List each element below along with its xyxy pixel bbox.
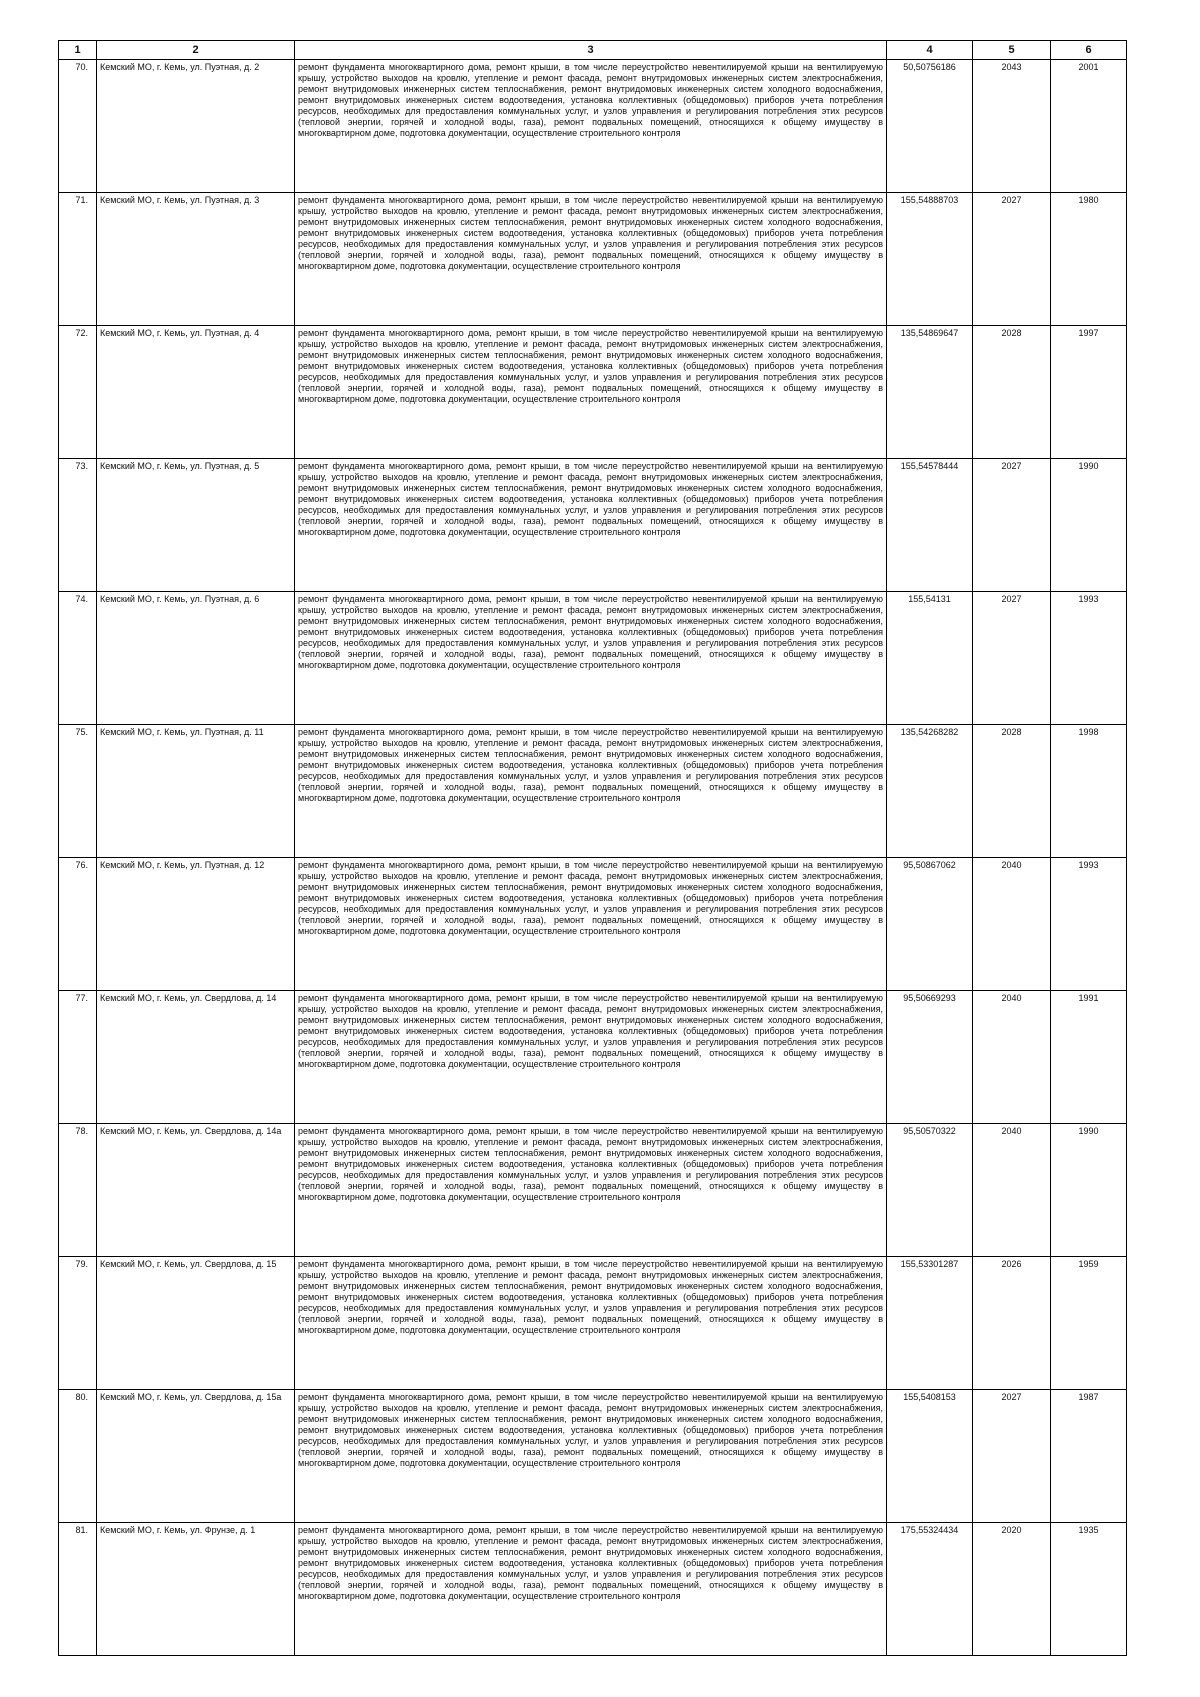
planned-year-cell: 2028 bbox=[973, 326, 1051, 459]
row-number: 72. bbox=[59, 326, 97, 459]
planned-year-cell: 2028 bbox=[973, 725, 1051, 858]
planned-year-cell: 2026 bbox=[973, 1257, 1051, 1390]
row-number: 81. bbox=[59, 1523, 97, 1656]
column-header-1: 1 bbox=[59, 41, 97, 60]
build-year-cell: 1991 bbox=[1051, 991, 1127, 1124]
row-number: 79. bbox=[59, 1257, 97, 1390]
address-cell: Кемский МО, г. Кемь, ул. Пуэтная, д. 6 bbox=[97, 592, 295, 725]
build-year-cell: 1998 bbox=[1051, 725, 1127, 858]
planned-year-cell: 2040 bbox=[973, 991, 1051, 1124]
row-number: 71. bbox=[59, 193, 97, 326]
row-number: 76. bbox=[59, 858, 97, 991]
planned-year-cell: 2020 bbox=[973, 1523, 1051, 1656]
build-year-cell: 1997 bbox=[1051, 326, 1127, 459]
row-number: 70. bbox=[59, 60, 97, 193]
cost-cell: 155,54131 bbox=[887, 592, 973, 725]
address-cell: Кемский МО, г. Кемь, ул. Свердлова, д. 14 bbox=[97, 991, 295, 1124]
row-number: 73. bbox=[59, 459, 97, 592]
capital-repair-table bbox=[58, 40, 1127, 1656]
works-cell: ремонт фундамента многоквартирного дома, ремонт крыши, в том числе переустройство невентилируемой крыши на вентилируемую крышу, устройство выходов на кровлю, утепление и ремонт фасада, ремонт внутридомовых инженерных систем электроснабжения, ремонт внутридомовых инженерных систем теплоснабжения, ремонт внутридомовых инженерных систем холодного водоснабжения, ремонт внутридомовых инженерных систем водоотведения, установка коллективных (общедомовых) приборов учета потребления ресурсов, необходимых для предоставления коммунальных услуг, и узлов управления и регулирования потребления этих ресурсов (тепловой энергии, горячей и холодной воды, газа), ремонт подвальных помещений, относящихся к общему имуществу в многоквартирном доме, подготовка документации, осуществление строительного контроля bbox=[295, 193, 887, 326]
address-cell: Кемский МО, г. Кемь, ул. Свердлова, д. 14а bbox=[97, 1124, 295, 1257]
cost-cell: 95,50867062 bbox=[887, 858, 973, 991]
column-header-6: 6 bbox=[1051, 41, 1127, 60]
address-cell: Кемский МО, г. Кемь, ул. Пуэтная, д. 2 bbox=[97, 60, 295, 193]
table-row bbox=[59, 60, 1127, 193]
planned-year-cell: 2027 bbox=[973, 193, 1051, 326]
table-row bbox=[59, 1124, 1127, 1257]
works-cell: ремонт фундамента многоквартирного дома, ремонт крыши, в том числе переустройство невентилируемой крыши на вентилируемую крышу, устройство выходов на кровлю, утепление и ремонт фасада, ремонт внутридомовых инженерных систем электроснабжения, ремонт внутридомовых инженерных систем теплоснабжения, ремонт внутридомовых инженерных систем холодного водоснабжения, ремонт внутридомовых инженерных систем водоотведения, установка коллективных (общедомовых) приборов учета потребления ресурсов, необходимых для предоставления коммунальных услуг, и узлов управления и регулирования потребления этих ресурсов (тепловой энергии, горячей и холодной воды, газа), ремонт подвальных помещений, относящихся к общему имуществу в многоквартирном доме, подготовка документации, осуществление строительного контроля bbox=[295, 725, 887, 858]
works-cell: ремонт фундамента многоквартирного дома, ремонт крыши, в том числе переустройство невентилируемой крыши на вентилируемую крышу, устройство выходов на кровлю, утепление и ремонт фасада, ремонт внутридомовых инженерных систем электроснабжения, ремонт внутридомовых инженерных систем теплоснабжения, ремонт внутридомовых инженерных систем холодного водоснабжения, ремонт внутридомовых инженерных систем водоотведения, установка коллективных (общедомовых) приборов учета потребления ресурсов, необходимых для предоставления коммунальных услуг, и узлов управления и регулирования потребления этих ресурсов (тепловой энергии, горячей и холодной воды, газа), ремонт подвальных помещений, относящихся к общему имуществу в многоквартирном доме, подготовка документации, осуществление строительного контроля bbox=[295, 326, 887, 459]
address-cell: Кемский МО, г. Кемь, ул. Фрунзе, д. 1 bbox=[97, 1523, 295, 1656]
row-number: 77. bbox=[59, 991, 97, 1124]
works-cell: ремонт фундамента многоквартирного дома, ремонт крыши, в том числе переустройство невентилируемой крыши на вентилируемую крышу, устройство выходов на кровлю, утепление и ремонт фасада, ремонт внутридомовых инженерных систем электроснабжения, ремонт внутридомовых инженерных систем теплоснабжения, ремонт внутридомовых инженерных систем холодного водоснабжения, ремонт внутридомовых инженерных систем водоотведения, установка коллективных (общедомовых) приборов учета потребления ресурсов, необходимых для предоставления коммунальных услуг, и узлов управления и регулирования потребления этих ресурсов (тепловой энергии, горячей и холодной воды, газа), ремонт подвальных помещений, относящихся к общему имуществу в многоквартирном доме, подготовка документации, осуществление строительного контроля bbox=[295, 1257, 887, 1390]
column-header-3: 3 bbox=[295, 41, 887, 60]
row-number: 74. bbox=[59, 592, 97, 725]
works-cell: ремонт фундамента многоквартирного дома, ремонт крыши, в том числе переустройство невентилируемой крыши на вентилируемую крышу, устройство выходов на кровлю, утепление и ремонт фасада, ремонт внутридомовых инженерных систем электроснабжения, ремонт внутридомовых инженерных систем теплоснабжения, ремонт внутридомовых инженерных систем холодного водоснабжения, ремонт внутридомовых инженерных систем водоотведения, установка коллективных (общедомовых) приборов учета потребления ресурсов, необходимых для предоставления коммунальных услуг, и узлов управления и регулирования потребления этих ресурсов (тепловой энергии, горячей и холодной воды, газа), ремонт подвальных помещений, относящихся к общему имуществу в многоквартирном доме, подготовка документации, осуществление строительного контроля bbox=[295, 459, 887, 592]
cost-cell: 135,54268282 bbox=[887, 725, 973, 858]
build-year-cell: 1935 bbox=[1051, 1523, 1127, 1656]
row-number: 80. bbox=[59, 1390, 97, 1523]
cost-cell: 50,50756186 bbox=[887, 60, 973, 193]
build-year-cell: 1980 bbox=[1051, 193, 1127, 326]
cost-cell: 155,53301287 bbox=[887, 1257, 973, 1390]
address-cell: Кемский МО, г. Кемь, ул. Пуэтная, д. 5 bbox=[97, 459, 295, 592]
table-row bbox=[59, 725, 1127, 858]
build-year-cell: 1987 bbox=[1051, 1390, 1127, 1523]
works-cell: ремонт фундамента многоквартирного дома, ремонт крыши, в том числе переустройство невентилируемой крыши на вентилируемую крышу, устройство выходов на кровлю, утепление и ремонт фасада, ремонт внутридомовых инженерных систем электроснабжения, ремонт внутридомовых инженерных систем теплоснабжения, ремонт внутридомовых инженерных систем холодного водоснабжения, ремонт внутридомовых инженерных систем водоотведения, установка коллективных (общедомовых) приборов учета потребления ресурсов, необходимых для предоставления коммунальных услуг, и узлов управления и регулирования потребления этих ресурсов (тепловой энергии, горячей и холодной воды, газа), ремонт подвальных помещений, относящихся к общему имуществу в многоквартирном доме, подготовка документации, осуществление строительного контроля bbox=[295, 1124, 887, 1257]
works-cell: ремонт фундамента многоквартирного дома, ремонт крыши, в том числе переустройство невентилируемой крыши на вентилируемую крышу, устройство выходов на кровлю, утепление и ремонт фасада, ремонт внутридомовых инженерных систем электроснабжения, ремонт внутридомовых инженерных систем теплоснабжения, ремонт внутридомовых инженерных систем холодного водоснабжения, ремонт внутридомовых инженерных систем водоотведения, установка коллективных (общедомовых) приборов учета потребления ресурсов, необходимых для предоставления коммунальных услуг, и узлов управления и регулирования потребления этих ресурсов (тепловой энергии, горячей и холодной воды, газа), ремонт подвальных помещений, относящихся к общему имуществу в многоквартирном доме, подготовка документации, осуществление строительного контроля bbox=[295, 1390, 887, 1523]
planned-year-cell: 2040 bbox=[973, 858, 1051, 991]
works-cell: ремонт фундамента многоквартирного дома, ремонт крыши, в том числе переустройство невентилируемой крыши на вентилируемую крышу, устройство выходов на кровлю, утепление и ремонт фасада, ремонт внутридомовых инженерных систем электроснабжения, ремонт внутридомовых инженерных систем теплоснабжения, ремонт внутридомовых инженерных систем холодного водоснабжения, ремонт внутридомовых инженерных систем водоотведения, установка коллективных (общедомовых) приборов учета потребления ресурсов, необходимых для предоставления коммунальных услуг, и узлов управления и регулирования потребления этих ресурсов (тепловой энергии, горячей и холодной воды, газа), ремонт подвальных помещений, относящихся к общему имуществу в многоквартирном доме, подготовка документации, осуществление строительного контроля bbox=[295, 858, 887, 991]
column-header-5: 5 bbox=[973, 41, 1051, 60]
table-row bbox=[59, 1390, 1127, 1523]
header-row bbox=[59, 41, 1127, 60]
cost-cell: 95,50570322 bbox=[887, 1124, 973, 1257]
table-row bbox=[59, 991, 1127, 1124]
cost-cell: 155,5408153 bbox=[887, 1390, 973, 1523]
address-cell: Кемский МО, г. Кемь, ул. Свердлова, д. 15 bbox=[97, 1257, 295, 1390]
planned-year-cell: 2027 bbox=[973, 459, 1051, 592]
works-cell: ремонт фундамента многоквартирного дома, ремонт крыши, в том числе переустройство невентилируемой крыши на вентилируемую крышу, устройство выходов на кровлю, утепление и ремонт фасада, ремонт внутридомовых инженерных систем электроснабжения, ремонт внутридомовых инженерных систем теплоснабжения, ремонт внутридомовых инженерных систем холодного водоснабжения, ремонт внутридомовых инженерных систем водоотведения, установка коллективных (общедомовых) приборов учета потребления ресурсов, необходимых для предоставления коммунальных услуг, и узлов управления и регулирования потребления этих ресурсов (тепловой энергии, горячей и холодной воды, газа), ремонт подвальных помещений, относящихся к общему имуществу в многоквартирном доме, подготовка документации, осуществление строительного контроля bbox=[295, 60, 887, 193]
table-row bbox=[59, 1257, 1127, 1390]
build-year-cell: 1990 bbox=[1051, 1124, 1127, 1257]
build-year-cell: 1993 bbox=[1051, 858, 1127, 991]
build-year-cell: 2001 bbox=[1051, 60, 1127, 193]
address-cell: Кемский МО, г. Кемь, ул. Пуэтная, д. 3 bbox=[97, 193, 295, 326]
table-row bbox=[59, 459, 1127, 592]
works-cell: ремонт фундамента многоквартирного дома, ремонт крыши, в том числе переустройство невентилируемой крыши на вентилируемую крышу, устройство выходов на кровлю, утепление и ремонт фасада, ремонт внутридомовых инженерных систем электроснабжения, ремонт внутридомовых инженерных систем теплоснабжения, ремонт внутридомовых инженерных систем холодного водоснабжения, ремонт внутридомовых инженерных систем водоотведения, установка коллективных (общедомовых) приборов учета потребления ресурсов, необходимых для предоставления коммунальных услуг, и узлов управления и регулирования потребления этих ресурсов (тепловой энергии, горячей и холодной воды, газа), ремонт подвальных помещений, относящихся к общему имуществу в многоквартирном доме, подготовка документации, осуществление строительного контроля bbox=[295, 991, 887, 1124]
build-year-cell: 1990 bbox=[1051, 459, 1127, 592]
table-row bbox=[59, 326, 1127, 459]
cost-cell: 155,54578444 bbox=[887, 459, 973, 592]
table-row bbox=[59, 1523, 1127, 1656]
cost-cell: 155,54888703 bbox=[887, 193, 973, 326]
planned-year-cell: 2043 bbox=[973, 60, 1051, 193]
column-header-2: 2 bbox=[97, 41, 295, 60]
build-year-cell: 1993 bbox=[1051, 592, 1127, 725]
row-number: 78. bbox=[59, 1124, 97, 1257]
table-row bbox=[59, 858, 1127, 991]
address-cell: Кемский МО, г. Кемь, ул. Свердлова, д. 15а bbox=[97, 1390, 295, 1523]
planned-year-cell: 2040 bbox=[973, 1124, 1051, 1257]
row-number: 75. bbox=[59, 725, 97, 858]
address-cell: Кемский МО, г. Кемь, ул. Пуэтная, д. 11 bbox=[97, 725, 295, 858]
table-row bbox=[59, 193, 1127, 326]
cost-cell: 135,54869647 bbox=[887, 326, 973, 459]
planned-year-cell: 2027 bbox=[973, 592, 1051, 725]
column-header-4: 4 bbox=[887, 41, 973, 60]
works-cell: ремонт фундамента многоквартирного дома, ремонт крыши, в том числе переустройство невентилируемой крыши на вентилируемую крышу, устройство выходов на кровлю, утепление и ремонт фасада, ремонт внутридомовых инженерных систем электроснабжения, ремонт внутридомовых инженерных систем теплоснабжения, ремонт внутридомовых инженерных систем холодного водоснабжения, ремонт внутридомовых инженерных систем водоотведения, установка коллективных (общедомовых) приборов учета потребления ресурсов, необходимых для предоставления коммунальных услуг, и узлов управления и регулирования потребления этих ресурсов (тепловой энергии, горячей и холодной воды, газа), ремонт подвальных помещений, относящихся к общему имуществу в многоквартирном доме, подготовка документации, осуществление строительного контроля bbox=[295, 1523, 887, 1656]
cost-cell: 95,50669293 bbox=[887, 991, 973, 1124]
cost-cell: 175,55324434 bbox=[887, 1523, 973, 1656]
build-year-cell: 1959 bbox=[1051, 1257, 1127, 1390]
table-row bbox=[59, 592, 1127, 725]
address-cell: Кемский МО, г. Кемь, ул. Пуэтная, д. 4 bbox=[97, 326, 295, 459]
works-cell: ремонт фундамента многоквартирного дома, ремонт крыши, в том числе переустройство невентилируемой крыши на вентилируемую крышу, устройство выходов на кровлю, утепление и ремонт фасада, ремонт внутридомовых инженерных систем электроснабжения, ремонт внутридомовых инженерных систем теплоснабжения, ремонт внутридомовых инженерных систем холодного водоснабжения, ремонт внутридомовых инженерных систем водоотведения, установка коллективных (общедомовых) приборов учета потребления ресурсов, необходимых для предоставления коммунальных услуг, и узлов управления и регулирования потребления этих ресурсов (тепловой энергии, горячей и холодной воды, газа), ремонт подвальных помещений, относящихся к общему имуществу в многоквартирном доме, подготовка документации, осуществление строительного контроля bbox=[295, 592, 887, 725]
address-cell: Кемский МО, г. Кемь, ул. Пуэтная, д. 12 bbox=[97, 858, 295, 991]
planned-year-cell: 2027 bbox=[973, 1390, 1051, 1523]
